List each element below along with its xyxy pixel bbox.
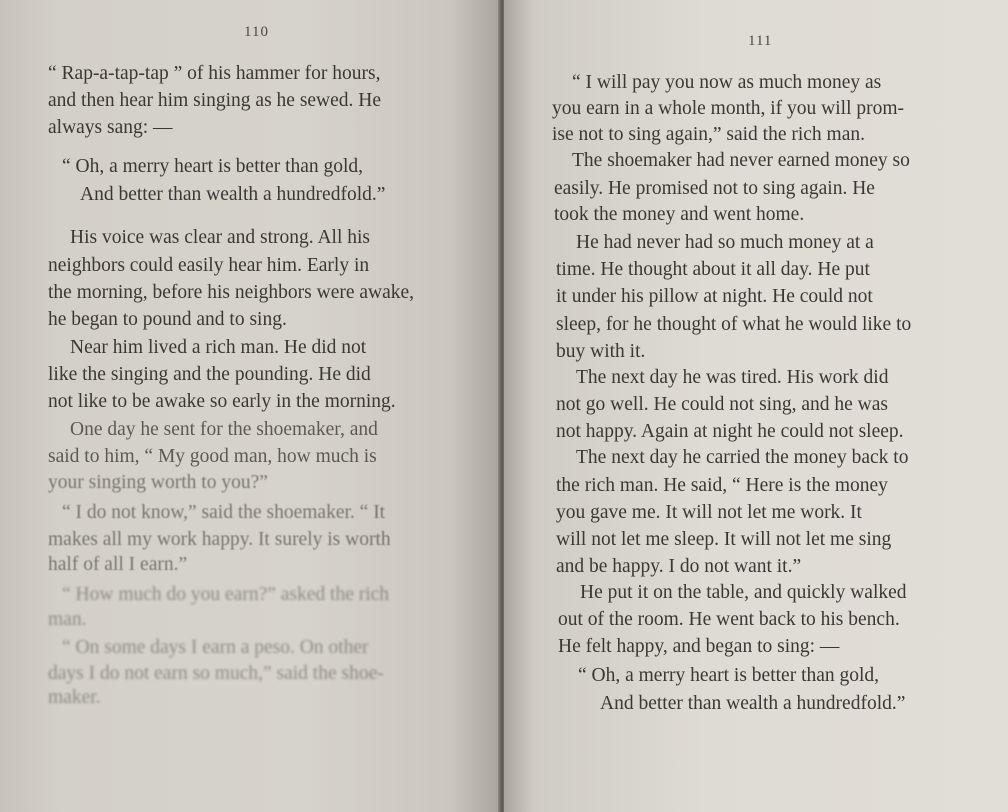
- text-line: time. He thought about it all day. He put: [556, 259, 870, 280]
- left-page: [0, 0, 500, 812]
- text-line: The next day he carried the money back to: [576, 447, 909, 468]
- text-line: always sang: —: [48, 117, 173, 138]
- text-line: will not let me sleep. It will not let me sing: [556, 529, 892, 550]
- page-number: 110: [244, 24, 269, 40]
- text-line: sleep, for he thought of what he would like to: [556, 314, 912, 335]
- text-line: not go well. He could not sing, and he was: [556, 394, 888, 415]
- text-line: His voice was clear and strong. All his: [70, 227, 371, 248]
- text-line: the morning, before his neighbors were awake,: [48, 282, 415, 303]
- text-line: the rich man. He said, “ Here is the money: [556, 475, 888, 496]
- text-line: “ Rap-a-tap-tap ” of his hammer for hours,: [48, 63, 381, 84]
- text-line: Near him lived a rich man. He did not: [70, 337, 367, 358]
- text-line: easily. He promised not to sing again. He: [554, 178, 875, 199]
- text-line: you gave me. It will not let me work. It: [556, 502, 862, 523]
- verse-line: “ Oh, a merry heart is better than gold,: [578, 665, 880, 686]
- text-line: The shoemaker had never earned money so: [572, 150, 910, 171]
- text-line: he began to pound and to sing.: [48, 309, 287, 330]
- text-line: The next day he was tired. His work did: [576, 367, 889, 388]
- text-line: maker.: [48, 687, 101, 708]
- text-line: took the money and went home.: [554, 204, 805, 225]
- text-line: and be happy. I do not want it.”: [556, 556, 802, 577]
- text-line: not like to be awake so early in the morning.: [48, 391, 396, 412]
- text-line: One day he sent for the shoemaker, and: [70, 419, 378, 440]
- text-line: He felt happy, and began to sing: —: [558, 636, 840, 657]
- verse-line: And better than wealth a hundredfold.”: [600, 693, 906, 714]
- text-line: man.: [48, 609, 87, 630]
- page-number: 111: [748, 33, 773, 49]
- text-line: your singing worth to you?”: [48, 472, 268, 493]
- text-line: said to him, “ My good man, how much is: [48, 446, 377, 467]
- text-line: ise not to sing again,” said the rich man.: [552, 124, 866, 145]
- text-line: makes all my work happy. It surely is worth: [48, 529, 391, 550]
- text-line: neighbors could easily hear him. Early in: [48, 255, 370, 276]
- text-line: out of the room. He went back to his bench.: [558, 609, 900, 630]
- verse-line: “ Oh, a merry heart is better than gold,: [62, 156, 364, 177]
- text-line: like the singing and the pounding. He did: [48, 364, 371, 385]
- text-line: He had never had so much money at a: [576, 232, 874, 253]
- text-line: He put it on the table, and quickly walked: [580, 582, 907, 603]
- text-line: buy with it.: [556, 341, 646, 362]
- text-line: not happy. Again at night he could not sleep.: [556, 421, 904, 442]
- right-page: [504, 0, 1008, 812]
- text-line: you earn in a whole month, if you will prom-: [552, 98, 905, 119]
- text-line: “ On some days I earn a peso. On other: [62, 637, 369, 658]
- text-line: “ I will pay you now as much money as: [572, 72, 882, 93]
- text-line: half of all I earn.”: [48, 554, 188, 575]
- text-line: days I do not earn so much,” said the shoe-: [48, 663, 384, 684]
- text-line: “ I do not know,” said the shoemaker. “ It: [62, 502, 386, 523]
- text-line: it under his pillow at night. He could not: [556, 286, 873, 307]
- text-line: “ How much do you earn?” asked the rich: [62, 584, 390, 605]
- text-line: and then hear him singing as he sewed. He: [48, 90, 382, 111]
- verse-line: And better than wealth a hundredfold.”: [80, 184, 386, 205]
